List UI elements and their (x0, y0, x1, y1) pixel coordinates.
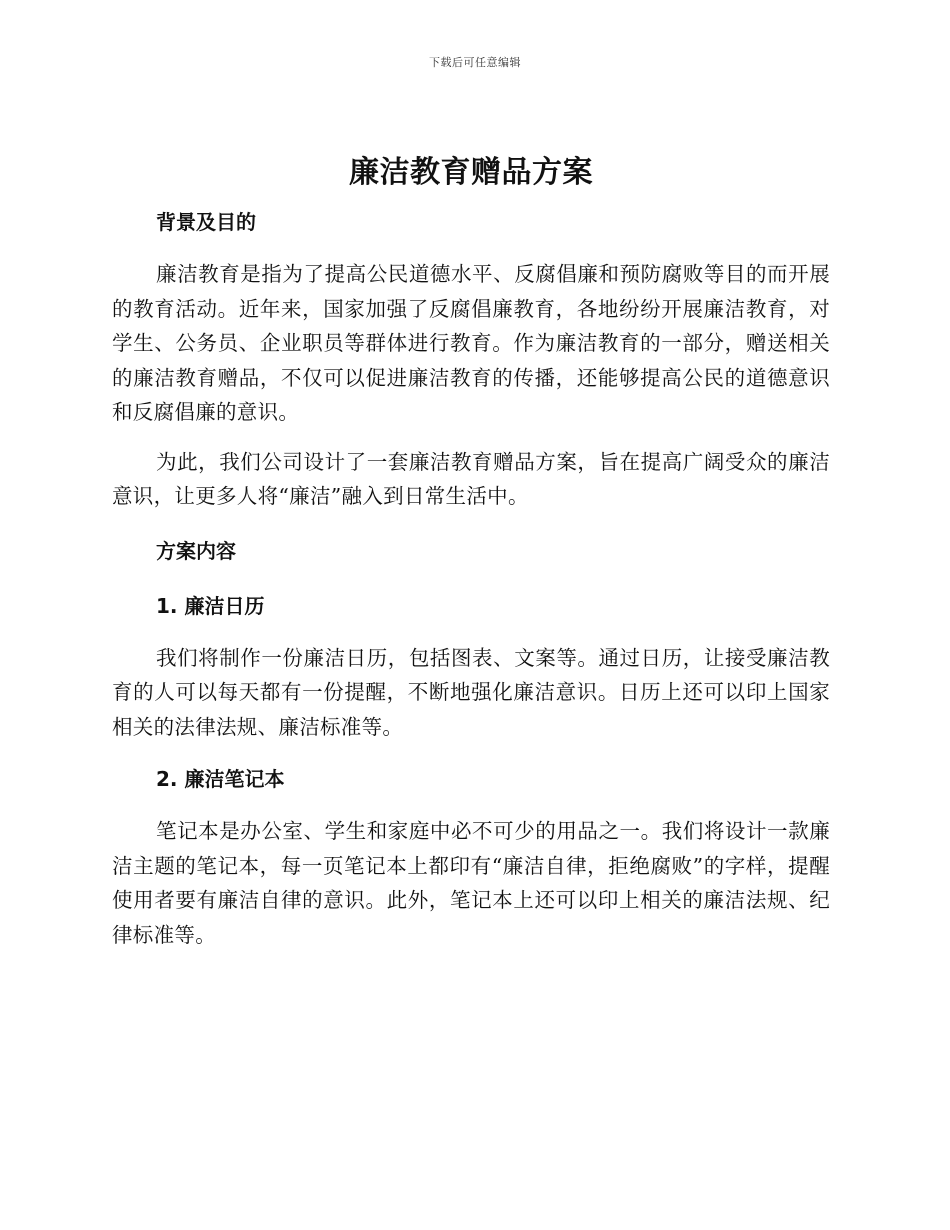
document-body (112, 146, 830, 952)
paragraph-notebook: 笔记本是办公室、学生和家庭中必不可少的用品之一。我们将设计一款廉洁主题的笔记本，每一页笔记本上都印有“廉洁自律，拒绝腐败”的字样，提醒使用者要有廉洁自律的意识。此外，笔记本上还可以印上相关的廉洁法规、纪律标准等。 (112, 819, 830, 947)
section-heading-content: 方案内容 (156, 538, 236, 563)
paragraph-background-2: 为此，我们公司设计了一套廉洁教育赠品方案，旨在提高广阔受众的廉洁意识，让更多人将“廉洁”融入到日常生活中。 (112, 449, 830, 508)
paragraph-calendar: 我们将制作一份廉洁日历，包括图表、文案等。通过日历，让接受廉洁教育的人可以每天都有一份提醒，不断地强化廉洁意识。日历上还可以印上国家相关的法律法规、廉洁标准等。 (112, 645, 830, 739)
section-heading-background: 背景及目的 (156, 210, 256, 234)
document-title: 廉洁教育赠品方案 (349, 155, 593, 190)
header-note: 下载后可任意编辑 (429, 56, 521, 69)
item-heading-calendar: 1. 廉洁日历 (156, 593, 265, 618)
paragraph-background-1: 廉洁教育是指为了提高公民道德水平、反腐倡廉和预防腐败等目的而开展的教育活动。近年来，国家加强了反腐倡廉教育，各地纷纷开展廉洁教育，对学生、公务员、企业职员等群体进行教育。作为廉洁教育的一部分，赠送相关的廉洁教育赠品，不仅可以促进廉洁教育的传播，还能够提高公民的道德意识和反腐倡廉的意识。 (112, 262, 830, 424)
item-heading-notebook: 2. 廉洁笔记本 (156, 767, 285, 791)
